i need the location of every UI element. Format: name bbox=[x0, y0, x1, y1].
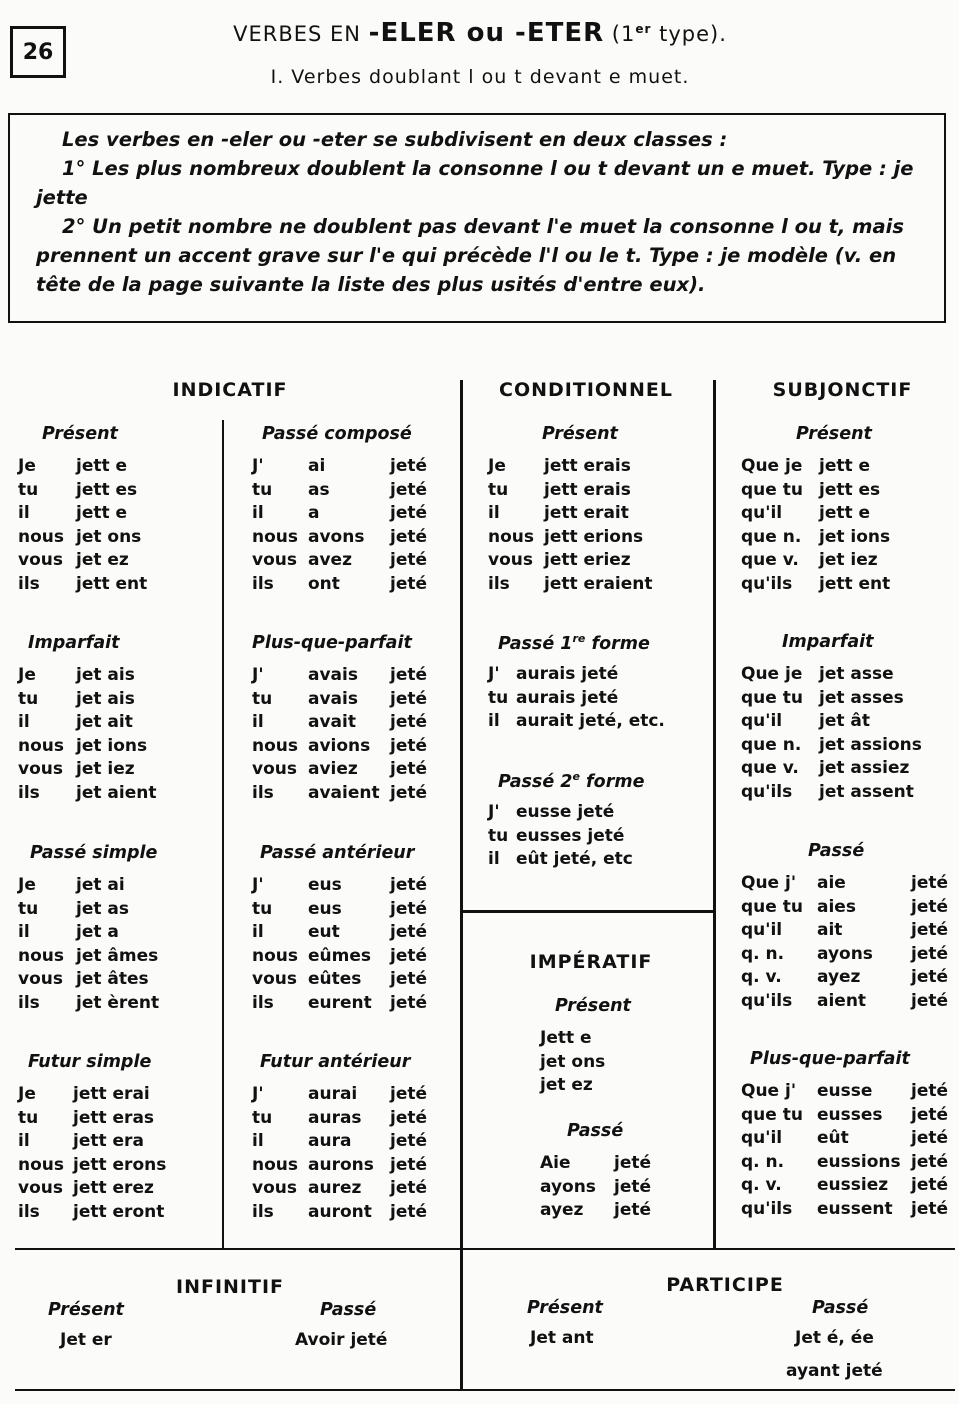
conjugation-cell: jeté bbox=[390, 712, 428, 733]
conjugation-cell: jett e bbox=[819, 503, 871, 524]
conjugation-cell: nous bbox=[488, 526, 535, 547]
conjugation-cell: J' bbox=[252, 1084, 264, 1104]
conjugation-cell: J' bbox=[252, 665, 264, 685]
conjugation-cell: jett erait bbox=[544, 503, 629, 524]
conjugation-cell: jet âmes bbox=[76, 945, 159, 966]
conjugation-cell: jeté bbox=[911, 1199, 949, 1219]
conjugation-cell: jeté bbox=[390, 945, 428, 966]
conjugation-cell: jett erai bbox=[73, 1084, 150, 1104]
conjugation-cell: q. v. bbox=[741, 1175, 782, 1196]
conjugation-cell: jeté bbox=[911, 943, 949, 964]
conjugation-cell: eut bbox=[308, 922, 340, 943]
conjugation-cell: nous bbox=[18, 1154, 65, 1175]
participe-present: Jet ant bbox=[530, 1328, 594, 1348]
conjugation-cell: jet ât bbox=[819, 711, 870, 732]
conjugation-cell: qu'ils bbox=[741, 991, 793, 1011]
conjugation-cell: J' bbox=[488, 802, 500, 822]
conjugation-cell: qu'ils bbox=[741, 574, 793, 594]
conjugation-cell: Que j' bbox=[741, 1081, 797, 1101]
rule-class-1: 1° Les plus nombreux doublent la consonne l ou t devant un e muet. Type : je jette bbox=[36, 157, 914, 209]
page-subtitle: I. Verbes doublant l ou t devant e muet. bbox=[270, 66, 690, 88]
conjugation-cell: tu bbox=[18, 479, 39, 500]
participe-passe-1: Jet é, ée bbox=[795, 1328, 874, 1348]
conjugation-cell: jet a bbox=[76, 922, 119, 943]
conjugation-cell: jeté bbox=[390, 574, 428, 594]
conjugation-cell: il bbox=[18, 922, 30, 943]
conjugation-cell: Que j' bbox=[741, 873, 797, 893]
infinitif-passe: Avoir jeté bbox=[295, 1330, 388, 1350]
conjugation-cell: eût bbox=[817, 1128, 849, 1149]
conjugation-cell: eût jeté, etc bbox=[516, 849, 633, 870]
conjugation-cell: jett eriez bbox=[544, 550, 631, 571]
conjugation-cell: ils bbox=[252, 783, 274, 803]
conjugation-cell: eurent bbox=[308, 993, 372, 1013]
conjugation-cell: eusse bbox=[817, 1081, 873, 1101]
conjugation-cell: jeté bbox=[911, 920, 949, 941]
conjugation-cell: Je bbox=[18, 875, 36, 895]
conjugation-cell: que n. bbox=[741, 526, 802, 547]
conjugation-cell: avons bbox=[308, 526, 365, 547]
conjugation-cell: ai bbox=[308, 456, 326, 476]
conjugation-cell: jett e bbox=[76, 503, 128, 524]
conjugation-cell: il bbox=[18, 712, 30, 733]
conjugation-cell: jet iez bbox=[76, 759, 135, 780]
tense-title: Imparfait bbox=[782, 632, 874, 652]
page-bottom-rule bbox=[15, 1389, 955, 1391]
conjugation-cell: vous bbox=[18, 1178, 63, 1199]
conjugation-cell: aurais jeté bbox=[516, 687, 619, 708]
conjugation-cell: il bbox=[252, 922, 264, 943]
conjugation-cell: jeté bbox=[911, 1175, 949, 1196]
conjugation-cell: que tu bbox=[741, 1104, 803, 1125]
tense-title: Présent bbox=[796, 424, 872, 444]
bottom-divider bbox=[15, 1248, 955, 1250]
conjugation-cell: jett era bbox=[73, 1131, 144, 1152]
conjugation-cell: jeté bbox=[390, 993, 428, 1013]
conjugation-cell: jet assiez bbox=[819, 758, 910, 779]
conjugation-cell: que n. bbox=[741, 734, 802, 755]
conjugation-cell: jeté bbox=[390, 898, 428, 919]
conjugation-cell: qu'ils bbox=[741, 1199, 793, 1219]
conjugation-cell: vous bbox=[488, 550, 533, 571]
conjugation-cell: jett ent bbox=[819, 574, 891, 594]
conjugation-cell: il bbox=[488, 849, 500, 870]
conjugation-cell: eusse jeté bbox=[516, 802, 615, 822]
conjugation-cell: nous bbox=[252, 945, 299, 966]
conjugation-cell: ait bbox=[817, 920, 843, 941]
conjugation-cell: il bbox=[18, 503, 30, 524]
page-title: VERBES EN -ELER ou -ETER (1er type). bbox=[233, 18, 727, 48]
conjugation-cell: tu bbox=[252, 1107, 273, 1128]
conjugation-cell: Je bbox=[18, 1084, 36, 1104]
conjugation-cell: que tu bbox=[741, 896, 803, 917]
conjugation-cell: jeté bbox=[390, 550, 428, 571]
conjugation-cell: aurait jeté, etc. bbox=[516, 711, 665, 732]
tense-title: Passé composé bbox=[262, 424, 412, 444]
conjugation-cell: jett es bbox=[819, 479, 881, 500]
column-divider bbox=[222, 420, 224, 1250]
conjugation-cell: vous bbox=[252, 759, 297, 780]
conjugation-cell: eussiez bbox=[817, 1175, 889, 1196]
conjugation-cell: ont bbox=[308, 574, 340, 594]
conjugation-cell: aient bbox=[817, 991, 867, 1011]
conjugation-cell: jeté bbox=[911, 1104, 949, 1125]
conjugation-cell: jett eras bbox=[73, 1107, 155, 1128]
conjugation-cell: qu'il bbox=[741, 503, 783, 524]
conjugation-cell: que tu bbox=[741, 687, 803, 708]
conjugation-cell: que v. bbox=[741, 550, 799, 571]
conjugation-cell: jeté bbox=[390, 1202, 428, 1222]
conjugation-cell: J' bbox=[488, 664, 500, 684]
conjugation-cell: eûmes bbox=[308, 945, 371, 966]
tense-title: Passé 2e forme bbox=[498, 770, 645, 792]
conjugation-cell: jett erons bbox=[73, 1154, 167, 1175]
conjugation-cell: aurez bbox=[308, 1178, 362, 1199]
conjugation-cell: Je bbox=[488, 456, 506, 476]
tense-title: Passé bbox=[567, 1121, 624, 1141]
section-imperatif: IMPÉRATIF bbox=[529, 951, 653, 973]
tense-title: Passé bbox=[808, 841, 865, 861]
conjugation-cell: jeté bbox=[390, 665, 428, 685]
conjugation-cell: jeté bbox=[390, 688, 428, 709]
tense-title: Passé simple bbox=[30, 843, 158, 863]
conjugation-cell: J' bbox=[252, 456, 264, 476]
section-indicatif: INDICATIF bbox=[172, 379, 288, 401]
conjugation-cell: Aie bbox=[540, 1153, 571, 1173]
conjugation-cell: jeté bbox=[911, 1151, 949, 1172]
conjugation-cell: jett erez bbox=[73, 1178, 154, 1199]
conjugation-cell: jett e bbox=[76, 456, 128, 476]
conjugation-cell: jet èrent bbox=[76, 993, 160, 1013]
conjugation-cell: Je bbox=[18, 456, 36, 476]
rule-box bbox=[8, 113, 946, 323]
conjugation-cell: jeté bbox=[614, 1176, 652, 1197]
column-divider bbox=[713, 380, 716, 1250]
section-subjonctif: SUBJONCTIF bbox=[772, 379, 913, 401]
conjugation-cell: avais bbox=[308, 688, 358, 709]
conjugation-cell: jett ent bbox=[76, 574, 148, 594]
conjugation-cell: jett erais bbox=[544, 479, 631, 500]
conjugation-cell: jet ais bbox=[76, 665, 135, 685]
conjugation-cell: ils bbox=[18, 1202, 40, 1222]
conjugation-cell: qu'il bbox=[741, 711, 783, 732]
conjugation-cell: jeté bbox=[390, 1107, 428, 1128]
conjugation-cell: il bbox=[252, 1131, 264, 1152]
conjugation-cell: nous bbox=[18, 945, 65, 966]
page-number: 26 bbox=[10, 26, 66, 78]
column-divider bbox=[460, 380, 463, 1390]
conjugation-cell: vous bbox=[18, 550, 63, 571]
tense-title: Passé antérieur bbox=[260, 843, 415, 863]
infinitif-present-label: Présent bbox=[48, 1300, 124, 1320]
conjugation-cell: jeté bbox=[390, 735, 428, 756]
conjugation-cell: q. v. bbox=[741, 967, 782, 988]
conjugation-cell: tu bbox=[18, 898, 39, 919]
conjugation-cell: ils bbox=[252, 993, 274, 1013]
conjugation-cell: vous bbox=[252, 1178, 297, 1199]
section-infinitif: INFINITIF bbox=[176, 1276, 284, 1298]
conjugation-cell: avions bbox=[308, 735, 371, 756]
conjugation-cell: jeté bbox=[390, 875, 428, 895]
conjugation-cell: jeté bbox=[390, 1131, 428, 1152]
conjugation-cell: q. n. bbox=[741, 1151, 785, 1172]
conjugation-cell: tu bbox=[252, 688, 273, 709]
conjugation-cell: eussions bbox=[817, 1151, 901, 1172]
conjugation-cell: aurons bbox=[308, 1154, 374, 1175]
conjugation-cell: tu bbox=[252, 479, 273, 500]
conjugation-cell: ayons bbox=[817, 943, 873, 964]
conjugation-cell: jet ais bbox=[76, 688, 135, 709]
conjugation-cell: jeté bbox=[390, 922, 428, 943]
conjugation-cell: tu bbox=[252, 898, 273, 919]
conjugation-cell: jet assent bbox=[819, 782, 914, 802]
conjugation-cell: jeté bbox=[614, 1200, 652, 1221]
conjugation-cell: jett e bbox=[819, 456, 871, 476]
tense-title: Imparfait bbox=[28, 633, 120, 653]
conjugation-cell: aies bbox=[817, 896, 856, 917]
conjugation-cell: avaient bbox=[308, 783, 380, 803]
conjugation-cell: J' bbox=[252, 875, 264, 895]
conjugation-cell: jet as bbox=[76, 898, 129, 919]
conjugation-cell: a bbox=[308, 503, 320, 524]
conjugation-cell: jet assions bbox=[819, 734, 922, 755]
conjugation-cell: jet ions bbox=[819, 526, 891, 547]
infinitif-passe-label: Passé bbox=[320, 1300, 377, 1320]
conjugation-cell: avais bbox=[308, 665, 358, 685]
conjugation-cell: Que je bbox=[741, 664, 803, 684]
tense-title: Plus-que-parfait bbox=[750, 1049, 910, 1069]
conjugation-cell: eusses jeté bbox=[516, 825, 625, 846]
conjugation-cell: aurai bbox=[308, 1084, 358, 1104]
tense-title: Passé 1re forme bbox=[498, 632, 650, 654]
conjugation-cell: jeté bbox=[390, 1154, 428, 1175]
conjugation-cell: nous bbox=[18, 735, 65, 756]
conjugation-cell: aie bbox=[817, 873, 846, 893]
conjugation-cell: eus bbox=[308, 898, 342, 919]
conjugation-cell: jeté bbox=[614, 1153, 652, 1173]
conjugation-cell: que tu bbox=[741, 479, 803, 500]
conjugation-cell: vous bbox=[18, 759, 63, 780]
conjugation-cell: vous bbox=[252, 969, 297, 990]
conjugation-cell: jeté bbox=[390, 969, 428, 990]
tense-title: Présent bbox=[42, 424, 118, 444]
conjugation-cell: jeté bbox=[390, 1084, 428, 1104]
conjugation-cell: nous bbox=[252, 526, 299, 547]
conjugation-cell: jett erais bbox=[544, 456, 631, 476]
conjugation-cell: aura bbox=[308, 1131, 352, 1152]
conjugation-cell: tu bbox=[488, 825, 509, 846]
conjugation-cell: nous bbox=[252, 735, 299, 756]
conjugation-cell: Je bbox=[18, 665, 36, 685]
conjugation-cell: tu bbox=[18, 1107, 39, 1128]
conjugation-cell: jet ons bbox=[76, 526, 142, 547]
conjugation-cell: jet ez bbox=[540, 1075, 593, 1096]
conjugation-cell: jet ai bbox=[76, 875, 125, 895]
conjugation-cell: nous bbox=[18, 526, 65, 547]
conjugation-cell: jet ez bbox=[76, 550, 129, 571]
conjugation-cell: il bbox=[488, 503, 500, 524]
conjugation-cell: jett eront bbox=[73, 1202, 165, 1222]
conjugation-cell: jeté bbox=[390, 479, 428, 500]
conjugation-cell: jeté bbox=[911, 896, 949, 917]
conjugation-cell: nous bbox=[252, 1154, 299, 1175]
tense-title: Plus-que-parfait bbox=[252, 633, 412, 653]
participe-passe-label: Passé bbox=[812, 1298, 869, 1318]
conjugation-cell: ayons bbox=[540, 1176, 596, 1197]
conjugation-cell: jett es bbox=[76, 479, 138, 500]
section-participe: PARTICIPE bbox=[666, 1274, 784, 1296]
conjugation-cell: jeté bbox=[911, 991, 949, 1011]
tense-title: Présent bbox=[542, 424, 618, 444]
conjugation-cell: jett eraient bbox=[544, 574, 653, 594]
conjugation-cell: il bbox=[18, 1131, 30, 1152]
conjugation-cell: jeté bbox=[911, 967, 949, 988]
conjugation-cell: jet ons bbox=[540, 1051, 606, 1072]
conjugation-cell: Que je bbox=[741, 456, 803, 476]
conjugation-cell: eûtes bbox=[308, 969, 362, 990]
conjugation-cell: eusses bbox=[817, 1104, 883, 1125]
conjugation-cell: jet aient bbox=[76, 783, 157, 803]
conjugation-cell: jet ions bbox=[76, 735, 148, 756]
conjugation-cell: jeté bbox=[390, 456, 428, 476]
conjugation-cell: jet ait bbox=[76, 712, 133, 733]
participe-present-label: Présent bbox=[527, 1298, 603, 1318]
conjugation-cell: vous bbox=[252, 550, 297, 571]
conjugation-cell: vous bbox=[18, 969, 63, 990]
conjugation-cell: avait bbox=[308, 712, 356, 733]
conjugation-cell: auras bbox=[308, 1107, 362, 1128]
conjugation-cell: jeté bbox=[390, 759, 428, 780]
conjugation-cell: ils bbox=[18, 993, 40, 1013]
participe-passe-2: ayant jeté bbox=[786, 1361, 883, 1381]
conjugation-cell: aurais jeté bbox=[516, 664, 619, 684]
tense-title: Présent bbox=[555, 996, 631, 1016]
conjugation-cell: ils bbox=[18, 574, 40, 594]
conjugation-cell: qu'ils bbox=[741, 782, 793, 802]
conjugation-cell: ils bbox=[252, 1202, 274, 1222]
conjugation-cell: jeté bbox=[390, 503, 428, 524]
conjugation-cell: il bbox=[252, 712, 264, 733]
conjugation-cell: jet iez bbox=[819, 550, 878, 571]
conjugation-cell: aviez bbox=[308, 759, 358, 780]
conjugation-cell: eus bbox=[308, 875, 342, 895]
conjugation-cell: tu bbox=[18, 688, 39, 709]
conjugation-cell: ayez bbox=[817, 967, 861, 988]
conjugation-cell: as bbox=[308, 479, 330, 500]
conjugation-cell: jett erions bbox=[544, 526, 644, 547]
conjugation-cell: tu bbox=[488, 479, 509, 500]
conjugation-cell: qu'il bbox=[741, 1128, 783, 1149]
conjugation-cell: qu'il bbox=[741, 920, 783, 941]
conjugation-cell: jeté bbox=[390, 526, 428, 547]
conjugation-cell: jeté bbox=[390, 783, 428, 803]
conjugation-cell: jeté bbox=[911, 1081, 949, 1101]
conjugation-cell: eussent bbox=[817, 1199, 893, 1219]
infinitif-present: Jet er bbox=[60, 1330, 112, 1350]
conjugation-cell: jet âtes bbox=[76, 969, 149, 990]
conjugation-cell: ayez bbox=[540, 1200, 584, 1221]
conjugation-cell: jeté bbox=[390, 1178, 428, 1199]
conjugation-cell: auront bbox=[308, 1202, 372, 1222]
conjugation-cell: jeté bbox=[911, 873, 949, 893]
conjugation-cell: tu bbox=[488, 687, 509, 708]
conjugation-cell: que v. bbox=[741, 758, 799, 779]
tense-title: Futur simple bbox=[28, 1052, 152, 1072]
rule-intro: Les verbes en -eler ou -eter se subdivisent en deux classes : bbox=[62, 128, 728, 151]
conjugation-cell: jet asse bbox=[819, 664, 894, 684]
conjugation-cell: ils bbox=[488, 574, 510, 594]
section-conditionnel: CONDITIONNEL bbox=[499, 379, 673, 401]
conjugation-cell: il bbox=[488, 711, 500, 732]
conjugation-cell: jeté bbox=[911, 1128, 949, 1149]
conjugation-cell: avez bbox=[308, 550, 352, 571]
imperatif-divider bbox=[462, 910, 715, 913]
rule-class-2: 2° Un petit nombre ne doublent pas devant l'e muet la consonne l ou t, mais prennent un accent grave sur l'e qui précède l'l ou le t. Type : je modèle (v. en tête de la page suivante la liste des plus usités d'entre eux). bbox=[36, 215, 904, 296]
conjugation-cell: ils bbox=[252, 574, 274, 594]
conjugation-cell: il bbox=[252, 503, 264, 524]
conjugation-cell: ils bbox=[18, 783, 40, 803]
conjugation-cell: jet asses bbox=[819, 687, 904, 708]
conjugation-cell: Jett e bbox=[540, 1028, 592, 1048]
tense-title: Futur antérieur bbox=[260, 1052, 411, 1072]
conjugation-cell: q. n. bbox=[741, 943, 785, 964]
